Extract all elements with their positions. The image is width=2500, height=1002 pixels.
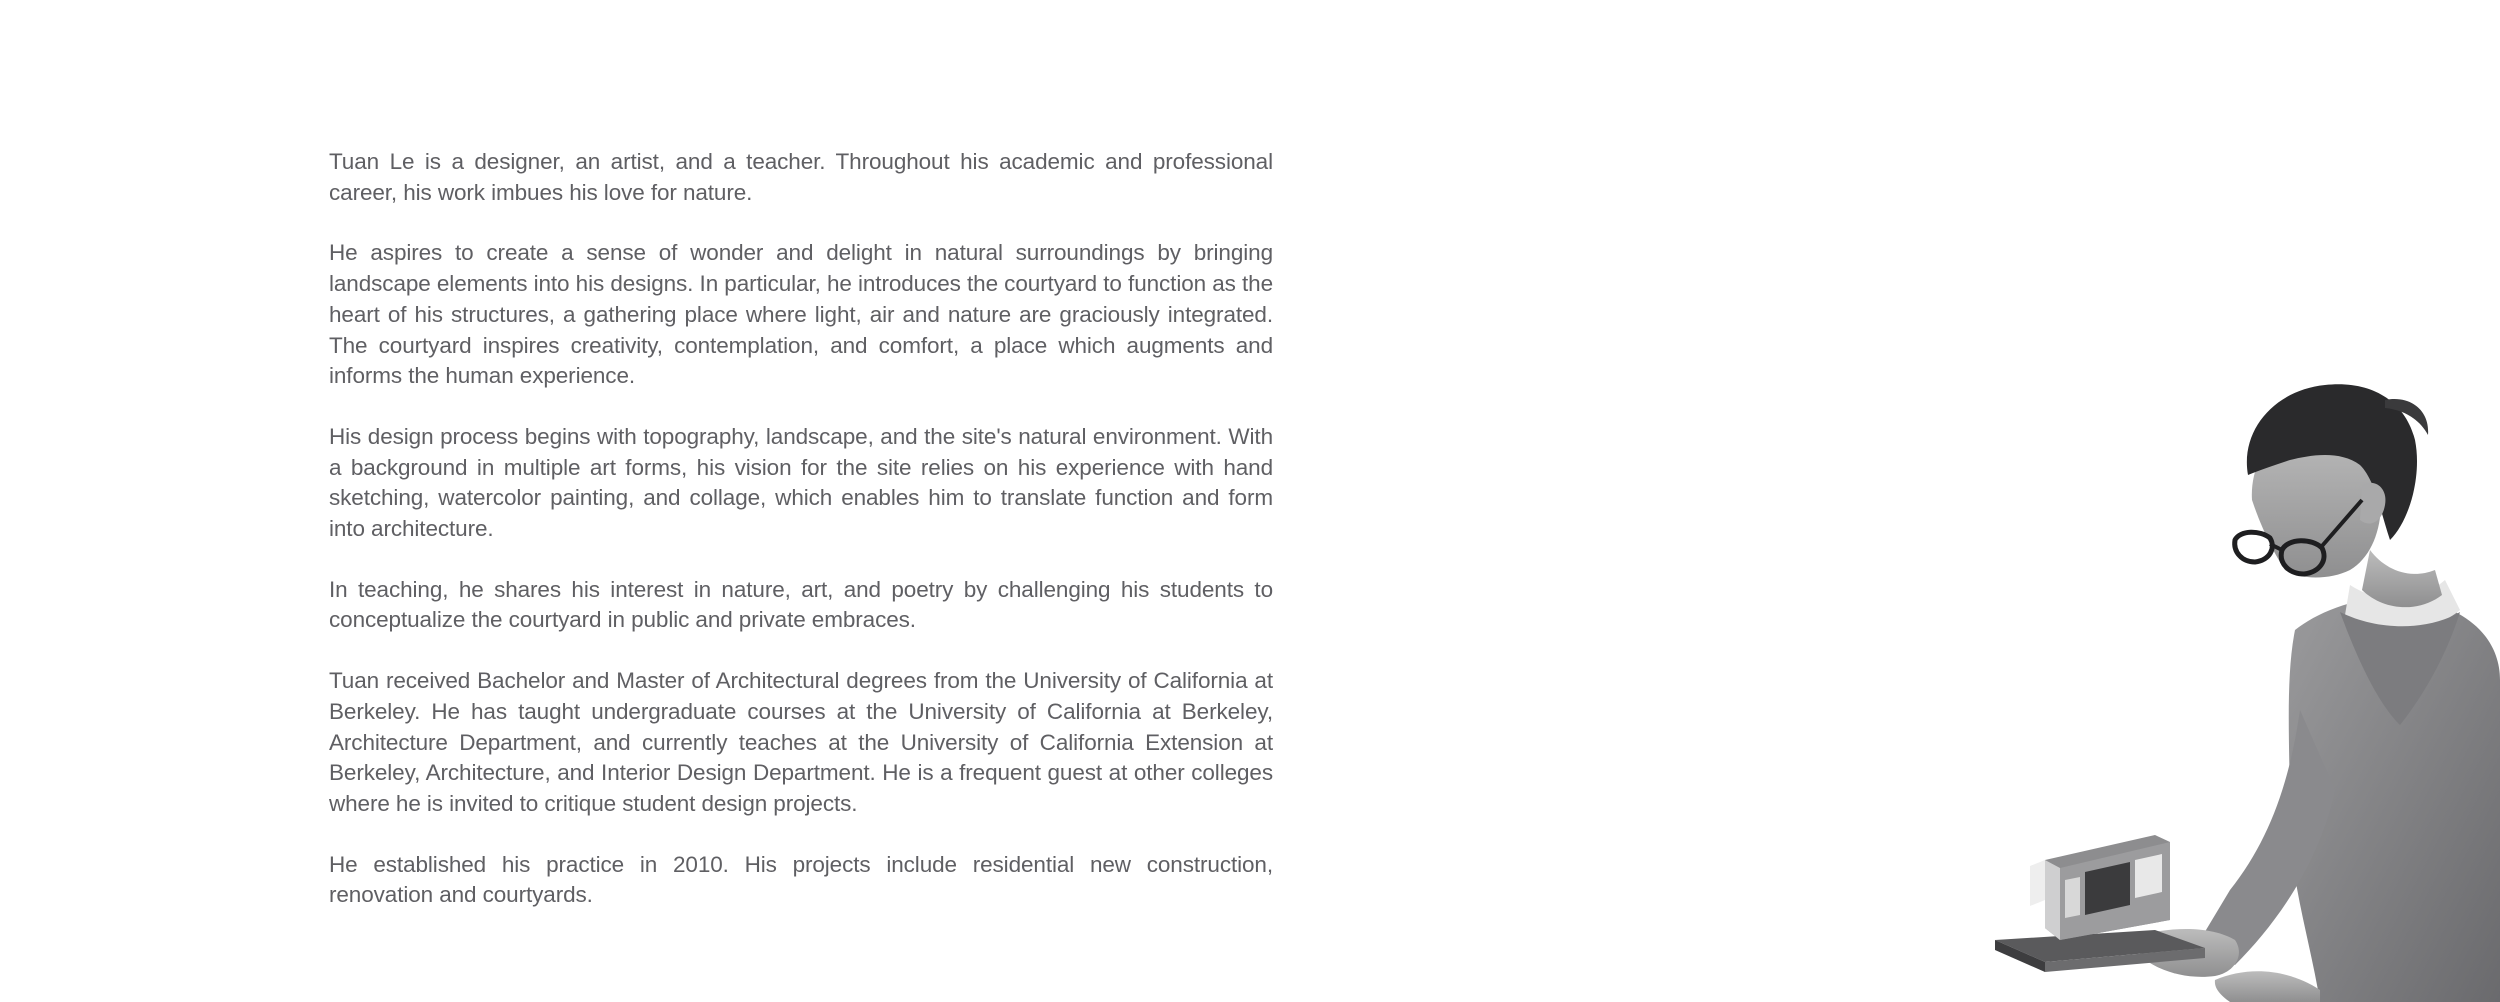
portrait-photo-icon	[1990, 380, 2500, 1002]
portrait-photo	[1990, 380, 2500, 1002]
bio-paragraph-6: He established his practice in 2010. His projects include residential new construction, renovation and courtyards.	[329, 851, 1273, 908]
bio-paragraph-3: His design process begins with topography, landscape, and the site's natural environment. With a background in multiple art forms, his vision for the site relies on his experience with hand sketching, watercolor painting, and collage, which enables him to translate function and form into architecture.	[329, 423, 1273, 542]
bio-paragraph-4: In teaching, he shares his interest in nature, art, and poetry by challenging his students to conceptualize the courtyard in public and private embraces.	[329, 576, 1273, 633]
bio-paragraph-1: Tuan Le is a designer, an artist, and a teacher. Throughout his academic and professional career, his work imbues his love for nature.	[329, 149, 1273, 205]
bio-paragraph-2: He aspires to create a sense of wonder and delight in natural surroundings by bringing landscape elements into his designs. In particular, he introduces the courtyard to function as the heart of his structures, a gathering place where light, air and nature are graciously integrated. The courtyard inspires creativity, contemplation, and comfort, a place which augments and informs the human experience.	[329, 240, 1273, 389]
bio-text	[329, 147, 1273, 941]
bio-paragraph-5: Tuan received Bachelor and Master of Architectural degrees from the University of California at Berkeley. He has taught undergraduate courses at the University of California at Berkeley, Architecture Department, and currently teaches at the University of California Extension at Berkeley, Architecture, and Interior Design Department. He is a frequent guest at other colleges where he is invited to critique student design projects.	[329, 668, 1273, 816]
